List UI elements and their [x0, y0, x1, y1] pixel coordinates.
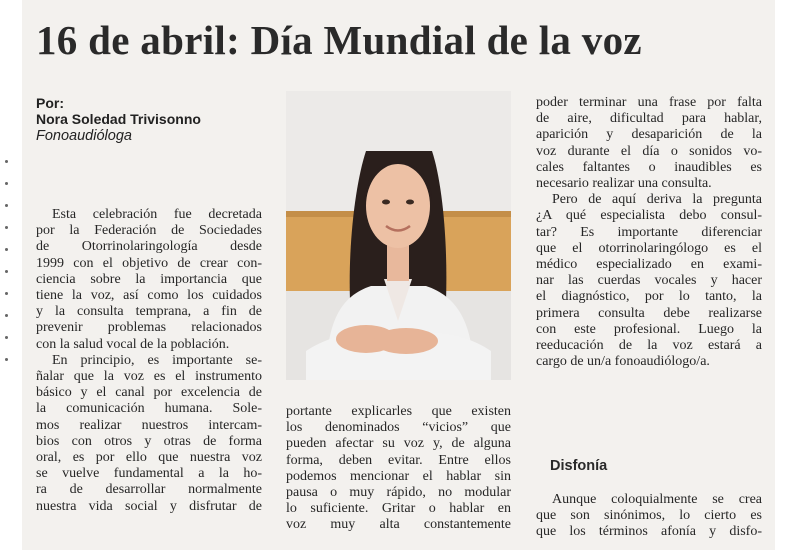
text-line: que los términos afonía y disfo-	[536, 524, 762, 540]
text-line: forma, deben evitar. Entre ellos	[286, 452, 511, 468]
text-line: ñalar que la voz es el instrumento	[36, 369, 262, 385]
text-line: los denominados “vicios” que	[286, 420, 511, 436]
text-line: médico especializado en exami-	[536, 257, 762, 273]
text-line: con la salud vocal de la población.	[36, 336, 230, 352]
text-line: cales faltantes o inaudibles es	[536, 159, 762, 175]
article-column-3-continued	[536, 492, 762, 541]
text-line: mos realizar nuestros intercam-	[36, 417, 262, 433]
text-line: voz durante el día o sonidos vo-	[536, 143, 762, 159]
text-line: necesario realizar una consulta.	[536, 176, 712, 192]
text-line: oral, es por ello que nuestra voz	[36, 450, 262, 466]
text-line: lo suficiente. Gritar o hablar en	[286, 501, 511, 517]
text-line: tiene la voz, así como los cuidados	[36, 288, 262, 304]
text-line: primera consulta debe realizarse	[536, 305, 762, 321]
text-line: pueden afectar su voz y, de alguna	[286, 436, 511, 452]
article-column-3	[536, 95, 762, 370]
text-line: voz muy alta constantemente	[286, 517, 511, 533]
text-line: de Otorrinolaringología desde	[36, 239, 262, 255]
text-line: que son sinónimos, lo cierto es	[536, 508, 762, 524]
margin-marks	[2, 150, 10, 370]
text-line: podemos mencionar el hablar sin	[286, 468, 511, 484]
text-line: ¿A qué especialista debo consul-	[536, 208, 762, 224]
text-line: y la consulta temprana, a fin de	[36, 304, 262, 320]
article-column-2	[286, 404, 511, 534]
text-line: la comunicación humana. Sole-	[36, 401, 262, 417]
text-line: pausa o muy rápido, no modular	[286, 485, 511, 501]
text-line: Esta celebración fue decretada	[52, 207, 262, 222]
text-line: con este profesional. Luego la	[536, 321, 762, 337]
text-line: ciencia sobre la importancia que	[36, 271, 262, 287]
section-subhead: Disfonía	[550, 458, 608, 474]
text-line: de aire, dificultad para hablar,	[536, 111, 762, 127]
text-line: Pero de aquí deriva la pregunta	[552, 192, 762, 208]
article-headline: 16 de abril: Día Mundial de la voz	[36, 17, 642, 63]
text-line: básico y el canal por excelencia de	[36, 385, 262, 401]
author-photo	[286, 91, 511, 380]
text-line: tar? Es importante diferenciar	[536, 224, 762, 240]
text-line: cargo de un/a fonoaudiólogo/a.	[536, 354, 710, 370]
text-line: que el otorrinolaringólogo es el	[536, 240, 762, 256]
author-role: Fonoaudióloga	[36, 128, 132, 144]
text-line: nar las cuerdas vocales y hacer	[536, 273, 762, 289]
text-line: se vuelve fundamental a la ho-	[36, 466, 262, 482]
text-line: prevenir problemas relacionados	[36, 320, 262, 336]
byline	[36, 95, 201, 145]
text-line: por la Federación de Sociedades	[36, 223, 262, 239]
text-line: el diagnóstico, por lo tanto, la	[536, 289, 762, 305]
text-line: En principio, es importante se-	[52, 352, 262, 368]
text-line: 1999 con el objetivo de crear con-	[36, 255, 262, 271]
text-line: aparición y desaparición de la	[536, 127, 762, 143]
text-line: portante explicarles que existen	[286, 404, 511, 419]
text-line: Aunque coloquialmente se crea	[552, 492, 762, 507]
text-line: ra de desarrollar normalmente	[36, 482, 262, 498]
text-line: bios con otros y otras de forma	[36, 433, 262, 449]
article-column-1	[36, 207, 262, 515]
byline-label: Por:	[36, 95, 64, 111]
text-line: reeducación de la voz estará a	[536, 338, 762, 354]
author-portrait-illustration	[286, 91, 511, 380]
author-name: Nora Soledad Trivisonno	[36, 111, 201, 127]
text-line: nuestra vida social y disfrutar de	[36, 498, 262, 514]
text-line: poder terminar una frase por falta	[536, 95, 762, 110]
